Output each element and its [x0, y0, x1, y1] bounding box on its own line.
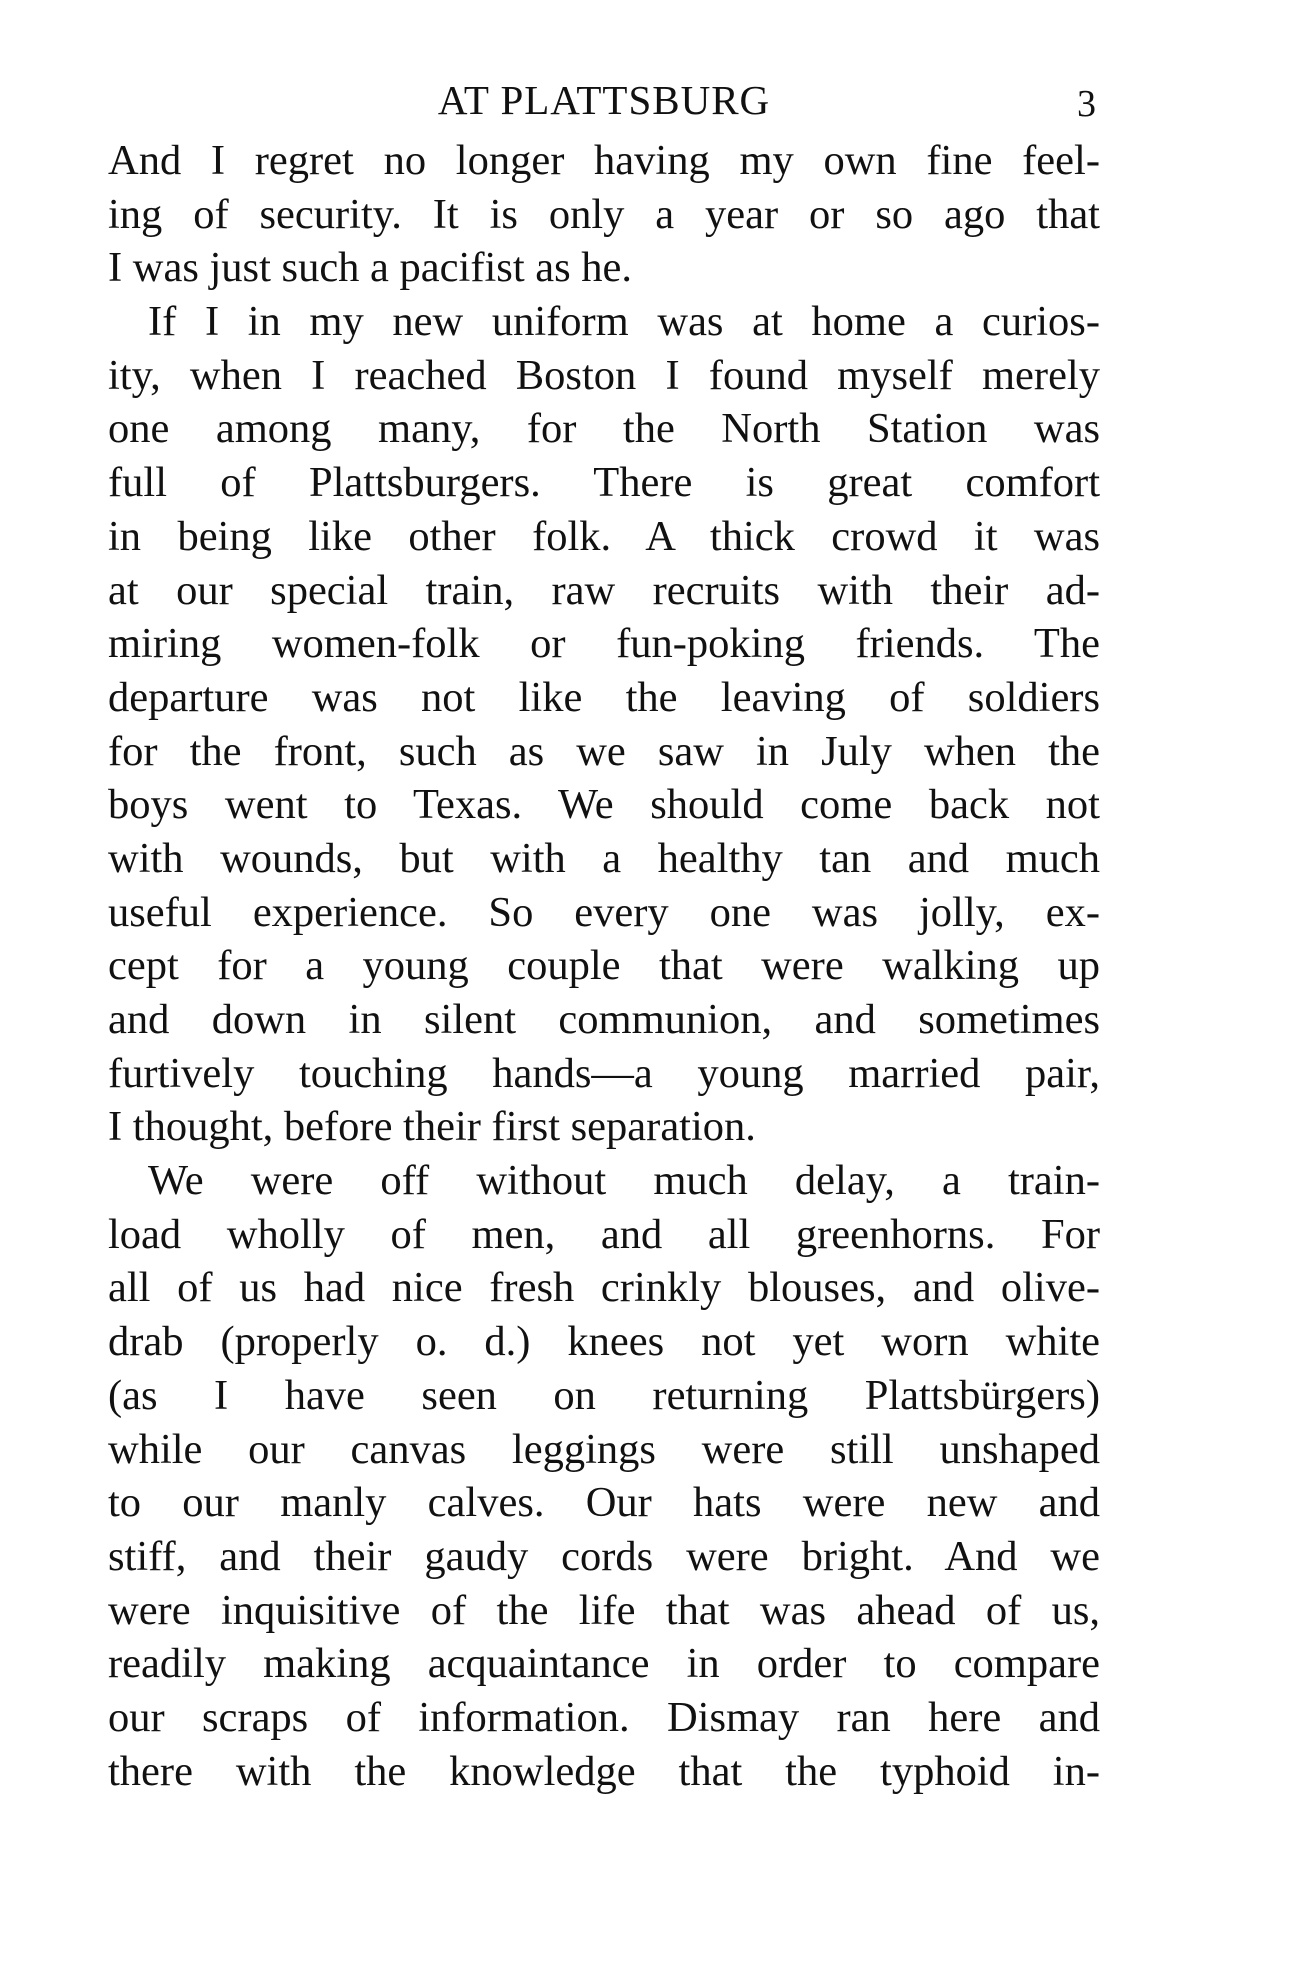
text-line: full of Plattsburgers. There is great comfort — [108, 459, 1100, 507]
text-line: ity, when I reached Boston I found myself merely — [108, 351, 1100, 399]
text-line: departure was not like the leaving of soldiers — [108, 673, 1100, 721]
text-line: and down in silent communion, and sometimes — [108, 996, 1100, 1043]
text-line: miring women-folk or fun-poking friends. The — [108, 620, 1100, 668]
text-line: (as I have seen on returning Plattsbürgers) — [108, 1371, 1100, 1419]
text-line: for the front, such as we saw in July when the — [108, 727, 1100, 775]
text-line: with wounds, but with a healthy tan and much — [108, 834, 1100, 882]
text-line: I thought, before their first separation. — [108, 1103, 756, 1151]
body-text — [108, 134, 1100, 1798]
text-line: If I in my new uniform was at home a curios- — [148, 298, 1100, 346]
page-number: 3 — [1077, 83, 1096, 125]
text-line: there with the knowledge that the typhoid in- — [108, 1747, 1100, 1795]
text-line: our scraps of information. Dismay ran here and — [108, 1693, 1100, 1741]
text-line: furtively touching hands—a young married pair, — [108, 1049, 1100, 1097]
text-line: while our canvas leggings were still unshaped — [108, 1425, 1100, 1473]
text-line: at our special train, raw recruits with their ad- — [108, 566, 1100, 614]
text-line: readily making acquaintance in order to compare — [108, 1640, 1100, 1688]
text-line: I was just such a pacifist as he. — [108, 244, 633, 292]
running-title: AT PLATTSBURG — [437, 77, 771, 123]
text-line: one among many, for the North Station was — [108, 405, 1100, 453]
text-line: We were off without much delay, a train- — [148, 1157, 1100, 1205]
text-line: all of us had nice fresh crinkly blouses, and olive- — [108, 1264, 1100, 1312]
text-line: cept for a young couple that were walking up — [108, 942, 1100, 990]
text-line: drab (properly o. d.) knees not yet worn white — [108, 1318, 1100, 1366]
text-line: load wholly of men, and all greenhorns. For — [108, 1210, 1100, 1258]
text-line: ing of security. It is only a year or so ago that — [108, 190, 1100, 238]
text-line: to our manly calves. Our hats were new and — [108, 1479, 1100, 1527]
text-line: in being like other folk. A thick crowd it was — [108, 512, 1100, 560]
text-line: were inquisitive of the life that was ahead of us, — [108, 1586, 1100, 1634]
text-line: boys went to Texas. We should come back not — [108, 781, 1100, 829]
text-line: stiff, and their gaudy cords were bright. And we — [108, 1532, 1100, 1580]
text-line: And I regret no longer having my own fine feel- — [108, 137, 1100, 184]
text-line: useful experience. So every one was jolly, ex- — [108, 888, 1100, 936]
running-head — [108, 76, 1100, 136]
